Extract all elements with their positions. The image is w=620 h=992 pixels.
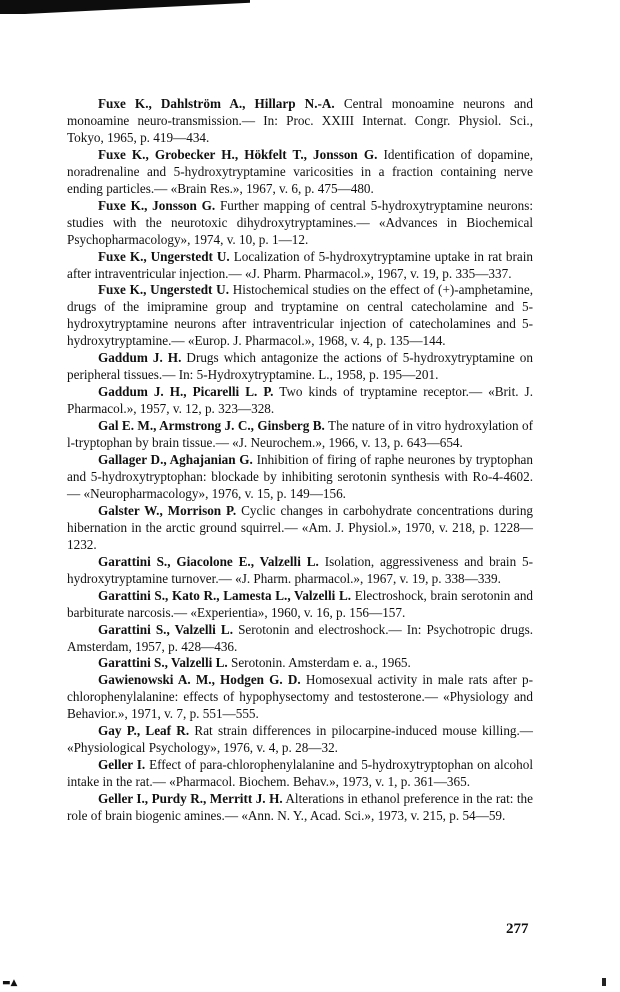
reference-authors: Gawienowski A. M., Hodgen G. D. (98, 672, 301, 688)
reference-text: Further mapping of central 5-hydroxytryptamine neurons: studies with the neurotoxic dihydroxytryptamines.— «Advances in Biochemical Psychopharmacology», 1974, v. 10, p. 1—12. (67, 197, 533, 247)
reference-text: Identification of dopamine, noradrenaline and 5-hydroxytryptamine varicosities in a fraction containing nerve ending particles.— «Brain Res.», 1967, v. 6, p. 475—480. (67, 146, 534, 196)
reference-authors: Fuxe K., Dahlström A., Hillarp N.-A. (98, 96, 335, 111)
reference-text: Serotonin. Amsterdam e. a., 1965. (230, 655, 411, 671)
reference-text: The nature of in vitro hydroxylation of l-tryptophan by brain tissue.— «J. Neurochem.», 1966, v. 13, p. 643—654. (67, 418, 533, 451)
reference-authors: Fuxe K., Jonsson G. (98, 197, 216, 213)
reference-authors: Gaddum J. H. (98, 350, 182, 366)
reference-text: Alterations in ethanol preference in the rat: the role of brain biogenic amines.— «Ann. N. Y., Acad. Sci.», 1973, v. 215, p. 54—59. (67, 791, 533, 824)
reference-authors: Garattini S., Valzelli L. (98, 655, 228, 671)
reference-entry (67, 622, 533, 656)
reference-entry (67, 672, 533, 723)
reference-entry (67, 96, 533, 147)
reference-entry (67, 147, 533, 198)
reference-entry (67, 350, 533, 384)
scan-mark-left: ▬▲ (2, 978, 18, 988)
reference-text: Serotonin and electroshock.— In: Psychotropic drugs. Amsterdam, 1957, p. 428—436. (67, 621, 534, 654)
reference-entry (67, 418, 533, 452)
reference-entry (67, 723, 533, 757)
reference-text: Cyclic changes in carbohydrate concentrations during hibernation in the arctic ground squirrel.— «Am. J. Physiol.», 1970, v. 218, p. 1228—1232. (67, 502, 534, 552)
reference-authors: Galster W., Morrison P. (98, 502, 237, 518)
page-number: 277 (506, 921, 529, 937)
top-edge-mark (0, 0, 250, 14)
reference-entry (67, 588, 533, 622)
reference-text: Isolation, aggressiveness and brain 5-hydroxytryptamine turnover.— «J. Pharm. pharmacol.», 1967, v. 19, p. 338—339. (67, 553, 534, 586)
reference-text: Inhibition of firing of raphe neurones by tryptophan and 5-hydroxytryptophan: blockade by inhibiting serotonin synthesis with Ro-4-4602.— «Neuropharmacology», 1976, v. 15, p. 149—156. (67, 452, 534, 501)
reference-authors: Gal E. M., Armstrong J. C., Ginsberg B. (98, 418, 325, 434)
reference-authors: Gay P., Leaf R. (98, 723, 190, 739)
reference-text: Central monoamine neurons and monoamine neuro-transmission.— In: Proc. XXIII Internat. Congr. Physiol. Sci., Tokyo, 1965, p. 419—434. (67, 96, 533, 145)
reference-entry (67, 282, 533, 350)
reference-entry (67, 503, 533, 554)
reference-text: Rat strain differences in pilocarpine-induced mouse killing.— «Physiological Psychology», 1976, v. 4, p. 28—32. (67, 723, 533, 756)
reference-authors: Fuxe K., Grobecker H., Hökfelt T., Jonsson G. (98, 146, 378, 162)
reference-authors: Garattini S., Giacolone E., Valzelli L. (98, 553, 319, 569)
reference-text: Effect of para-chlorophenylalanine and 5-hydroxytryptophan on alcohol intake in the rat.— «Pharmacol. Biochem. Behav.», 1973, v. 1, p. 361—365. (67, 757, 533, 790)
reference-text: Two kinds of tryptamine receptor.— «Brit. J. Pharmacol.», 1957, v. 12, p. 323—328. (67, 384, 533, 417)
reference-entry (67, 554, 533, 588)
reference-authors: Gallager D., Aghajanian G. (98, 452, 253, 468)
reference-entry (67, 249, 533, 283)
reference-text: Histochemical studies on the effect of (+)-amphetamine, drugs of the imipramine group and tryptamine on central catecholamine and 5-hydroxytryptamine neurons after intraventricular injection of catecholamines and 5-hydroxytryptamine.— «Europ. J. Pharmacol.», 1968, v. 4, p. 135—144. (67, 282, 533, 349)
reference-authors: Geller I., Purdy R., Merritt J. H. (98, 791, 283, 807)
reference-text: Electroshock, brain serotonin and barbiturate narcosis.— «Experientia», 1960, v. 16, p. 156—157. (67, 587, 534, 620)
reference-text: Localization of 5-hydroxytryptamine uptake in rat brain after intraventricular injection.— «J. Pharm. Pharmacol.», 1967, v. 19, p. 335—337. (67, 248, 533, 281)
reference-entry (67, 452, 533, 503)
reference-text: Homosexual activity in male rats after p-chlorophenylalanine: effects of hypophysectomy and testosterone.— «Physiology and Behavior.», 1971, v. 7, p. 551—555. (67, 672, 534, 722)
reference-authors: Garattini S., Valzelli L. (98, 621, 234, 637)
reference-entry (67, 384, 533, 418)
reference-authors: Garattini S., Kato R., Lamesta L., Valzelli L. (98, 587, 352, 603)
reference-entry (67, 198, 533, 249)
reference-authors: Geller I. (98, 757, 146, 773)
reference-authors: Fuxe K., Ungerstedt U. (98, 248, 230, 264)
scan-mark-right (602, 978, 606, 986)
reference-entry (67, 757, 533, 791)
reference-authors: Fuxe K., Ungerstedt U. (98, 282, 229, 298)
reference-text: Drugs which antagonize the actions of 5-hydroxytryptamine on peripheral tissues.— In: 5-Hydroxytryptamine. L., 1958, p. 195—201. (67, 350, 533, 383)
reference-list (67, 96, 533, 825)
reference-entry (67, 791, 533, 825)
reference-authors: Gaddum J. H., Picarelli L. P. (98, 384, 274, 400)
reference-entry (67, 655, 533, 672)
